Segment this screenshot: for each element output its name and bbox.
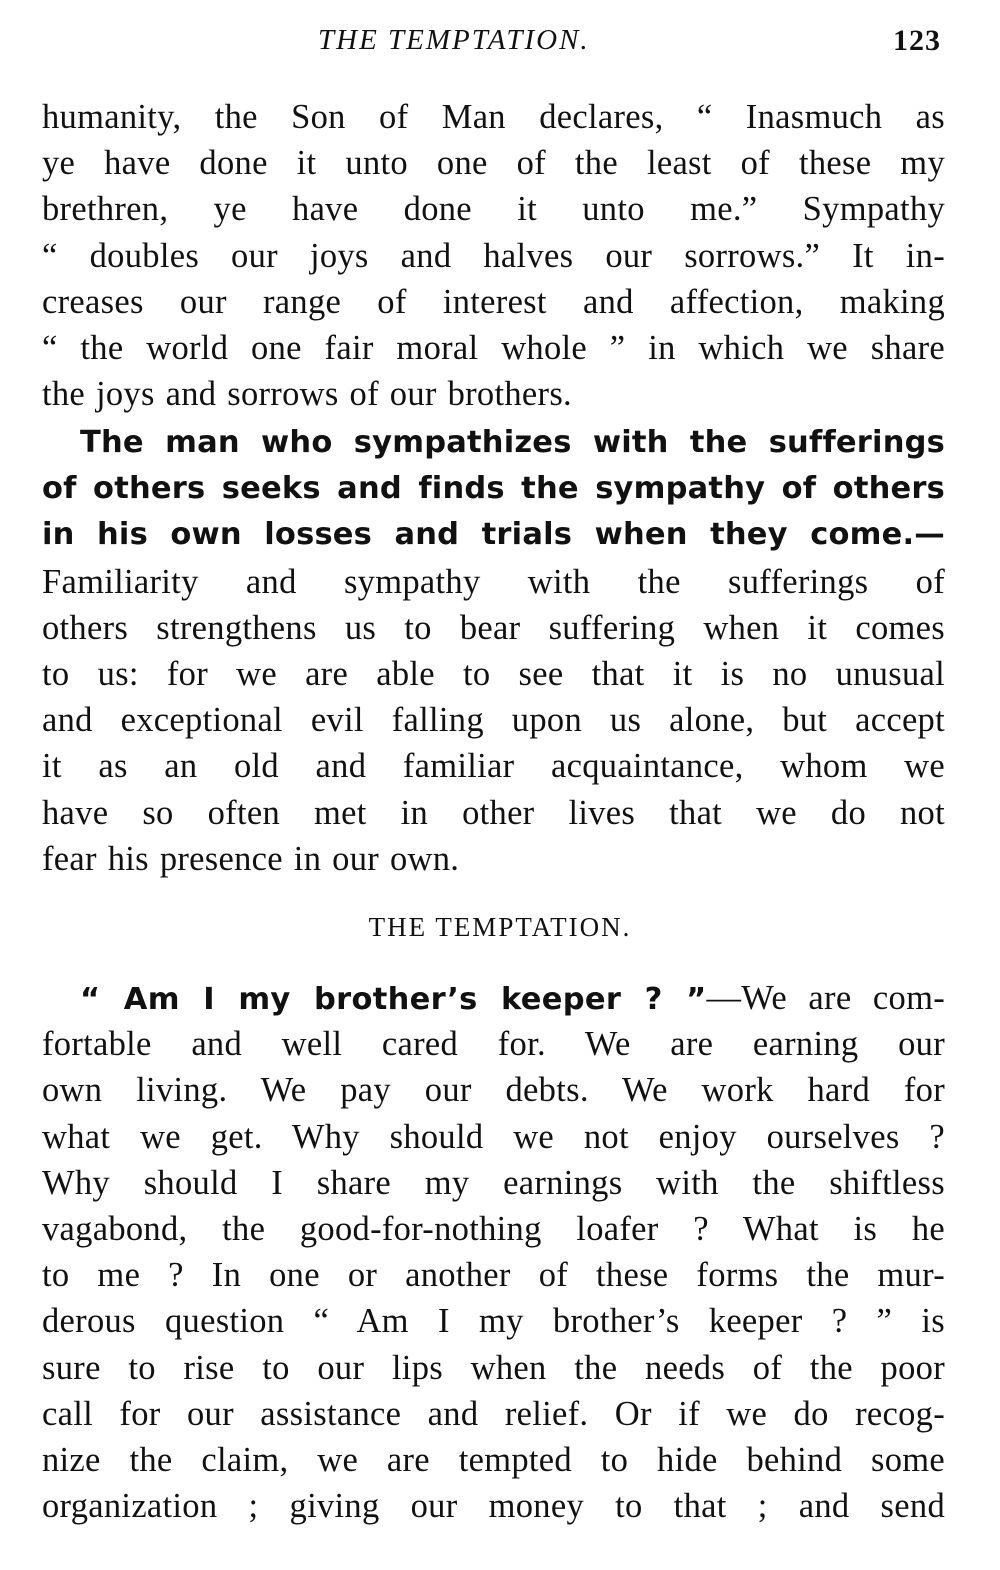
text-line: have so often met in other lives that we do not <box>42 793 945 832</box>
bold-question: “ Am I my brother’s keeper ? ” <box>80 982 707 1017</box>
text-line: creases our range of interest and affection, making <box>42 282 945 321</box>
temptation-paragraph <box>42 975 945 1529</box>
bold-lead-line: of others seeks and finds the sympathy of others <box>42 471 945 507</box>
text-line: what we get. Why should we not enjoy ourselves ? <box>42 1117 945 1156</box>
text-line: vagabond, the good-for-nothing loafer ? What is he <box>42 1209 945 1248</box>
text-line: others strengthens us to bear suffering when it comes <box>42 608 945 647</box>
paragraph-continuation <box>42 94 945 417</box>
bold-lead-line: The man who sympathizes with the sufferings <box>80 425 945 460</box>
text-line: brethren, ye have done it unto me.” Sympathy <box>42 190 945 229</box>
text-line: to me ? In one or another of these forms the mur- <box>42 1256 945 1295</box>
section-heading: THE TEMPTATION. <box>368 912 632 942</box>
text-line: ye have done it unto one of the least of these my <box>42 144 945 183</box>
text-line: “ the world one fair moral whole ” in which we share <box>42 328 945 367</box>
text-line: derous question “ Am I my brother’s keeper ? ” is <box>42 1302 945 1341</box>
text-line: and exceptional evil falling upon us alone, but accept <box>42 701 945 740</box>
opening-line-rest: —We are com- <box>706 979 945 1017</box>
text-line: organization ; giving our money to that ; and send <box>42 1487 945 1526</box>
text-line: “ doubles our joys and halves our sorrows.” It in- <box>42 236 945 275</box>
text-line: Why should I share my earnings with the shiftless <box>42 1163 945 1202</box>
text-line: humanity, the Son of Man declares, “ Inasmuch as <box>42 98 945 136</box>
bold-lead-line: in his own losses and trials when they come.— <box>42 517 945 553</box>
text-line: call for our assistance and relief. Or if we do recog- <box>42 1394 945 1433</box>
running-title: THE TEMPTATION. <box>318 24 590 56</box>
text-line: the joys and sorrows of our brothers. <box>42 375 572 414</box>
text-line: fear his presence in our own. <box>42 839 460 878</box>
text-line: sure to rise to our lips when the needs of the poor <box>42 1348 945 1387</box>
sympathy-paragraph <box>42 420 945 882</box>
page-number: 123 <box>893 24 941 57</box>
opening-line <box>42 975 945 1021</box>
text-line: to us: for we are able to see that it is no unusual <box>42 654 945 693</box>
text-line: Familiarity and sympathy with the sufferings of <box>42 562 945 601</box>
text-line: own living. We pay our debts. We work hard for <box>42 1071 945 1110</box>
text-line: nize the claim, we are tempted to hide behind some <box>42 1440 945 1479</box>
running-head <box>0 24 1000 68</box>
text-line: it as an old and familiar acquaintance, whom we <box>42 747 945 786</box>
text-line: fortable and well cared for. We are earning our <box>42 1025 945 1064</box>
